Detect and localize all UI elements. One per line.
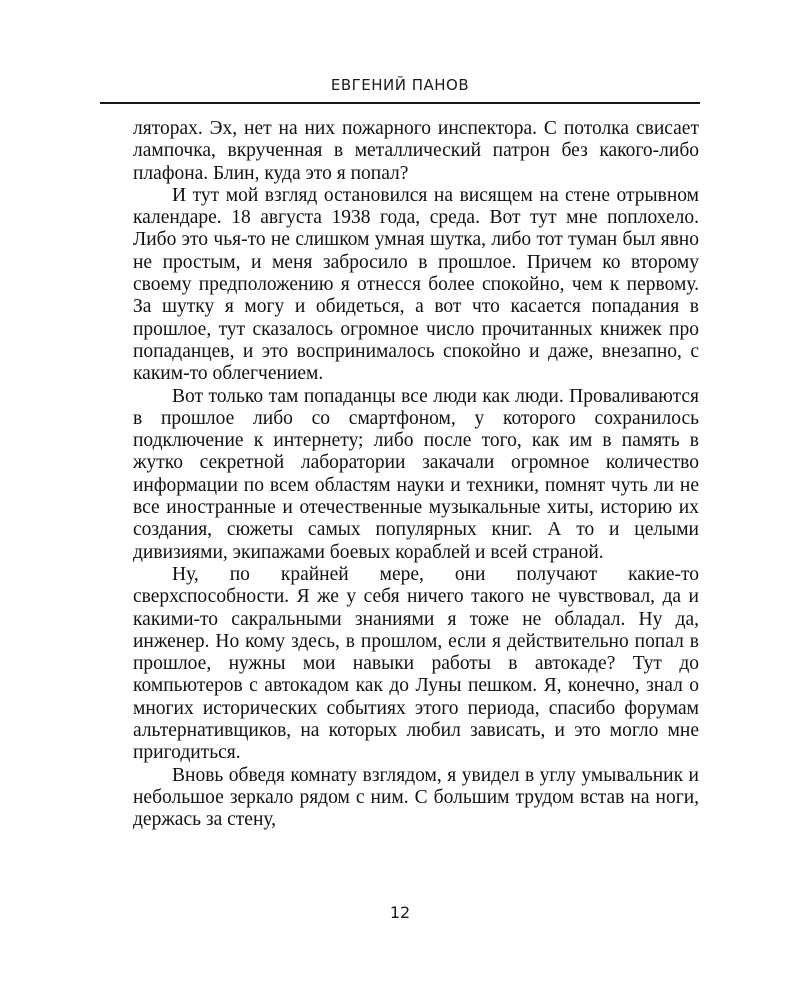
paragraph-3: Вот только там попаданцы все люди как люди. Проваливаются в прошлое либо со смартфоном, у которого сохранилось подключение к интернету; либо после того, как им в память в жутко секретной лаборатории закачали огромное количество информации по всем областям науки и техники, помнят чуть ли не все иностранные и отечественные музыкальные хиты, историю их создания, сюжеты самых популярных книг. А то и целыми дивизиями, экипажами боевых кораблей и всей страной. — [133, 385, 699, 563]
page-number: 12 — [389, 903, 411, 922]
paragraph-2: И тут мой взгляд остановился на висящем на стене отрывном календаре. 18 августа 1938 года, среда. Вот тут мне поплохело. Либо это чья-то не слишком умная шутка, либо тот туман был явно не простым, и меня забросило в прошлое. Причем ко второму своему предположению я отнесся более спокойно, чем к первому. За шутку я могу и обидеться, а вот что касается попадания в прошлое, тут сказалось огромное число прочитанных книжек про попаданцев, и это воспринималось спокойно и даже, внезапно, с каким-то облегчением. — [133, 184, 699, 385]
paragraph-5: Вновь обведя комнату взглядом, я увидел в углу умывальник и небольшое зеркало рядом с ним. С большим трудом встав на ноги, держась за стену, — [133, 764, 699, 831]
header-rule — [100, 102, 700, 104]
paragraph-1: ляторах. Эх, нет на них пожарного инспектора. С потолка свисает лампочка, вкрученная в металлический патрон без какого-либо плафона. Блин, куда это я попал? — [133, 118, 699, 184]
paragraph-4: Ну, по крайней мере, они получают какие-то сверхспособности. Я же у себя ничего такого не чувствовал, да и какими-то сакральными знаниями я тоже не обладал. Ну да, инженер. Но кому здесь, в прошлом, если я действительно попал в прошлое, нужны мои навыки работы в автокаде? Тут до компьютеров с автокадом как до Луны пешком. Я, конечно, знал о многих исторических событиях этого периода, спасибо форумам альтернативщиков, на которых любил зависать, и это могло мне пригодиться. — [133, 563, 699, 764]
page-body — [133, 118, 699, 832]
running-head-author: ЕВГЕНИЙ ПАНОВ — [330, 76, 470, 94]
